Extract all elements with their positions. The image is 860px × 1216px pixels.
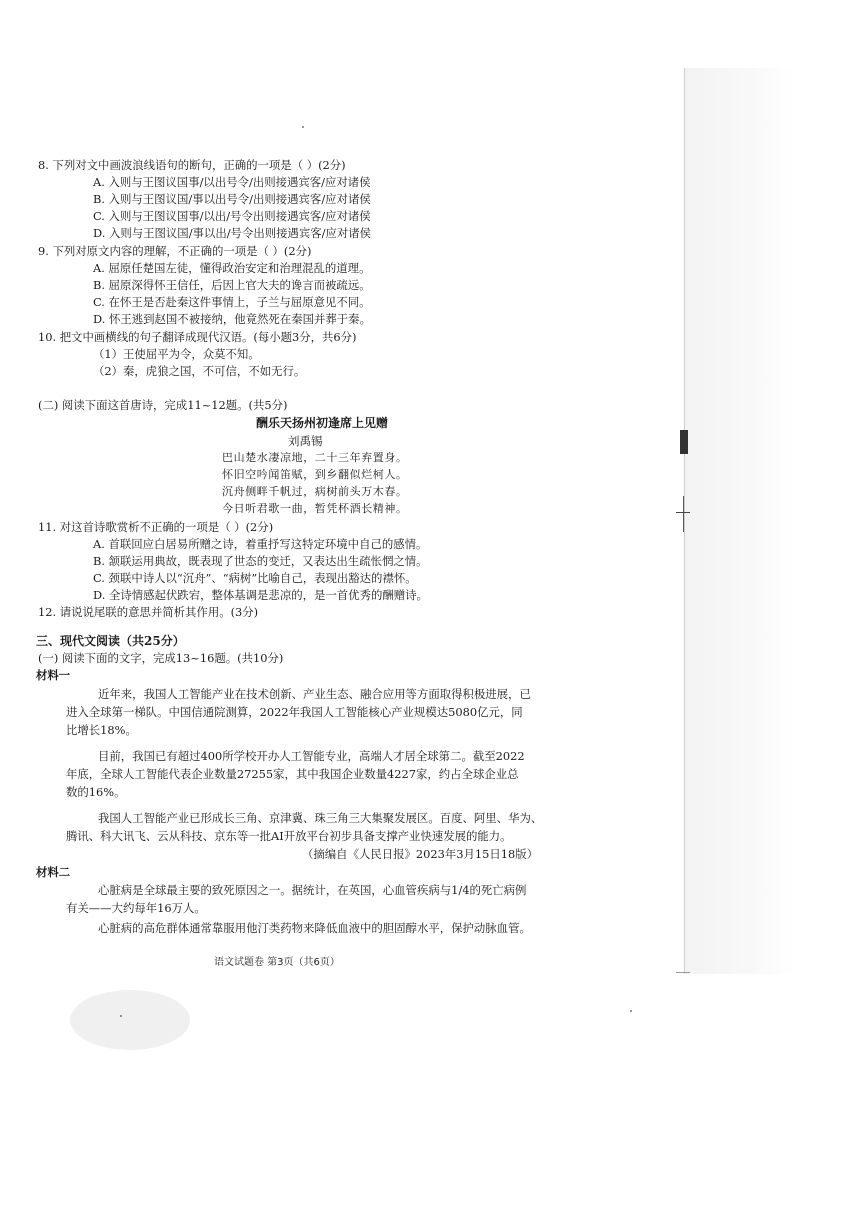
material-1-paragraph-3-line-2: 腾讯、科大讯飞、云从科技、京东等一批AI开放平台初步具备支撑产业快速发展的能力。 xyxy=(66,829,512,843)
material-1-paragraph-1-line-3: 比增长18%。 xyxy=(66,723,137,737)
binding-tick xyxy=(676,512,690,513)
material-2-paragraph-2-line-1: 心脏病的高危群体通常靠服用他汀类药物来降低血液中的胆固醇水平，保护动脉血管。 xyxy=(98,921,531,935)
poem-section-heading: (二) 阅读下面这首唐诗，完成11~12题。(共5分) xyxy=(38,398,288,412)
material-2-title: 材料二 xyxy=(36,865,71,879)
scan-smudge xyxy=(70,990,190,1050)
poem-author: 刘禹锡 xyxy=(288,434,323,448)
q9-option-c: C. 在怀王是否赴秦这件事情上，子兰与屈原意见不同。 xyxy=(93,295,371,309)
binding-mark xyxy=(680,430,688,454)
q11-stem: 11. 对这首诗歌赏析不正确的一项是（ ）(2分) xyxy=(38,520,274,534)
modern-reading-subheading: (一) 阅读下面的文字，完成13~16题。(共10分) xyxy=(38,651,284,665)
scan-speck xyxy=(630,1010,632,1012)
poem-line-1: 巴山楚水凄凉地，二十三年弃置身。 xyxy=(222,451,408,464)
material-1-paragraph-2-line-2: 年底，全球人工智能代表企业数量27255家，其中我国企业数量4227家，约占全球企业总 xyxy=(66,767,519,781)
page-edge-bottom-tick xyxy=(676,972,690,973)
material-2-paragraph-1-line-2: 有关——大约每年16万人。 xyxy=(66,901,206,915)
q9-option-a: A. 屈原任楚国左徒，懂得政治安定和治理混乱的道理。 xyxy=(93,261,371,275)
q8-option-d: D. 入则与王图议国/事以出/号令出则接遇宾客/应对诸侯 xyxy=(93,226,372,240)
modern-reading-heading: 三、现代文阅读（共25分） xyxy=(36,634,185,648)
q8-stem: 8. 下列对文中画波浪线语句的断句，正确的一项是（ ）(2分) xyxy=(38,158,346,172)
poem-line-2: 怀旧空吟闻笛赋，到乡翻似烂柯人。 xyxy=(222,468,408,481)
page-edge xyxy=(684,68,685,974)
material-1-paragraph-1-line-1: 近年来，我国人工智能产业在技术创新、产业生态、融合应用等方面取得积极进展，已 xyxy=(98,687,531,701)
poem-title: 酬乐天扬州初逢席上见赠 xyxy=(256,416,389,430)
page-footer: 语文试题卷 第3页（共6页） xyxy=(214,957,340,968)
q8-option-b: B. 入则与王图议国/事以出号令/出则接遇宾客/应对诸侯 xyxy=(93,192,371,206)
q12-stem: 12. 请说说尾联的意思并简析其作用。(3分) xyxy=(38,605,259,619)
q9-option-b: B. 屈原深得怀王信任，后因上官大夫的谗言而被疏远。 xyxy=(93,278,371,292)
material-1-title: 材料一 xyxy=(36,668,71,682)
q11-option-a: A. 首联回应白居易所赠之诗，着重抒写这特定环境中自己的感情。 xyxy=(93,537,428,551)
scan-speck xyxy=(302,126,304,128)
material-1-source: （摘编自《人民日报》2023年3月15日18版） xyxy=(302,847,539,861)
q11-option-c: C. 颈联中诗人以“沉舟”、“病树”比喻自己，表现出豁达的襟怀。 xyxy=(93,571,417,585)
q8-option-a: A. 入则与王图议国事/以出号令/出则接遇宾客/应对诸侯 xyxy=(93,175,371,189)
poem-line-3: 沉舟侧畔千帆过，病树前头万木春。 xyxy=(222,485,408,498)
q10-sentence-2: （2）秦，虎狼之国，不可信，不如无行。 xyxy=(93,364,306,378)
poem-line-4: 今日听君歌一曲，暂凭杯酒长精神。 xyxy=(222,502,408,515)
adjacent-page-shadow xyxy=(684,68,794,974)
q11-option-b: B. 颔联运用典故，既表现了世态的变迁，又表达出生疏怅惘之情。 xyxy=(93,554,428,568)
q8-option-c: C. 入则与王图议国事/以出/号令出则接遇宾客/应对诸侯 xyxy=(93,209,371,223)
q10-stem: 10. 把文中画横线的句子翻译成现代汉语。(每小题3分，共6分) xyxy=(38,330,357,344)
q9-stem: 9. 下列对原文内容的理解，不正确的一项是（ ）(2分) xyxy=(38,244,312,258)
material-2-paragraph-1-line-1: 心脏病是全球最主要的致死原因之一。据统计，在英国，心血管疾病与1/4的死亡病例 xyxy=(98,883,527,897)
q9-option-d: D. 怀王逃到赵国不被接纳，他竟然死在秦国并葬于秦。 xyxy=(93,312,371,326)
q11-option-d: D. 全诗情感起伏跌宕，整体基调是悲凉的，是一首优秀的酬赠诗。 xyxy=(93,588,428,602)
material-1-paragraph-1-line-2: 进入全球第一梯队。中国信通院测算，2022年我国人工智能核心产业规模达5080亿元，同 xyxy=(66,705,523,719)
material-1-paragraph-3-line-1: 我国人工智能产业已形成长三角、京津冀、珠三角三大集聚发展区。百度、阿里、华为、 xyxy=(98,811,543,825)
material-1-paragraph-2-line-3: 数的16%。 xyxy=(66,785,126,799)
material-1-paragraph-2-line-1: 目前，我国已有超过400所学校开办人工智能专业，高端人才居全球第二。截至2022 xyxy=(98,749,525,763)
binding-line xyxy=(683,496,684,532)
q10-sentence-1: （1）王使屈平为令，众莫不知。 xyxy=(93,347,260,361)
